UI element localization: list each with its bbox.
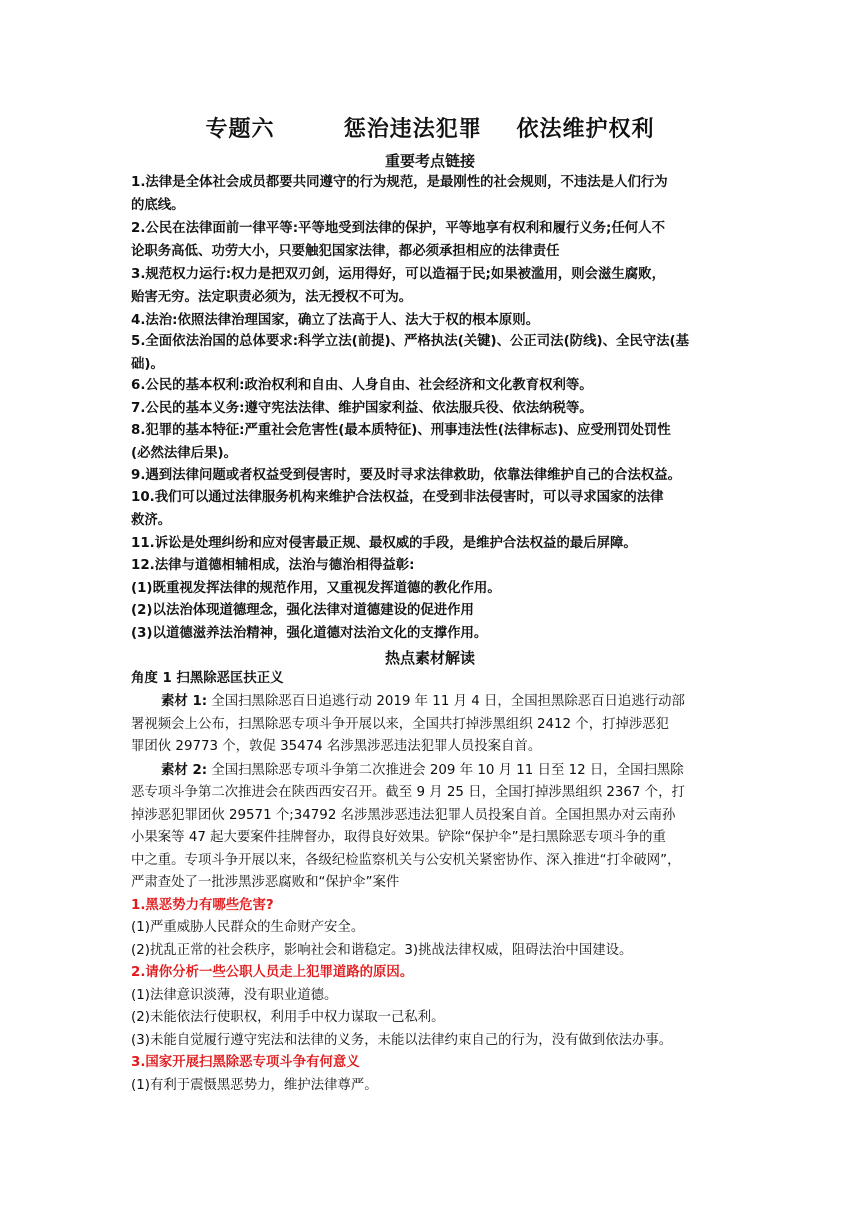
key-point-line: 1.法律是全体社会成员都要共同遵守的行为规范，是最刚性的社会规则，不违法是人们行为	[131, 175, 668, 190]
key-point-line: 3.规范权力运行:权力是把双刃剑，运用得好，可以造福于民;如果被滥用，则会滋生腐败，	[131, 267, 665, 282]
material-2-text: 全国扫黑除恶专项斗争第二次推进会 209 年 10 月 11 日至 12 日，全国扫黑除	[207, 763, 684, 778]
answer-line: (1)法律意识淡薄，没有职业道德。	[131, 988, 338, 1003]
key-point-line: 9.遇到法律问题或者权益受到侵害时，要及时寻求法律救助，依靠法律维护自己的合法权益。	[131, 468, 682, 483]
material-2-line: 恶专项斗争第二次推进会在陕西西安召开。截至 9 月 25 日，全国打掉涉黑组织 2367 个，打	[131, 785, 685, 800]
key-point-line: 贻害无穷。法定职责必须为，法无授权不可为。	[131, 290, 413, 305]
material-1-line: 罪团伙 29773 个，敦促 35474 名涉黑涉恶违法犯罪人员投案自首。	[131, 739, 542, 754]
material-1-line	[161, 691, 767, 713]
angle-heading: 角度 1 扫黑除恶匡扶正义	[131, 671, 284, 686]
key-point-line: 论职务高低、功劳大小，只要触犯国家法律，都必须承担相应的法律责任	[131, 244, 560, 259]
section-heading-hot-materials: 热点素材解读	[384, 649, 475, 667]
key-point-line: 11.诉讼是处理纠纷和应对侵害最正规、最权威的手段，是维护合法权益的最后屏障。	[131, 536, 637, 551]
material-2-line: 中之重。专项斗争开展以来，各级纪检监察机关与公安机关紧密协作、深入推进“打伞破网”，	[131, 853, 681, 868]
question-1: 1.黑恶势力有哪些危害?	[131, 898, 274, 913]
material-2-line: 掉涉恶犯罪团伙 29571 个;34792 名涉黑涉恶违法犯罪人员投案自首。全国担黑办对云南孙	[131, 808, 676, 823]
page-title: 专题六 惩治违法犯罪 依法维护权利	[205, 117, 655, 142]
key-point-line: (3)以道德滋养法治精神，强化道德对法治文化的支撑作用。	[131, 626, 488, 641]
answer-line: (1)有利于震慑黑恶势力，维护法律尊严。	[131, 1078, 378, 1093]
material-1-text: 全国扫黑除恶百日追逃行动 2019 年 11 月 4 日，全国担黑除恶百日追逃行动部	[207, 694, 685, 709]
key-point-line: 的底线。	[131, 198, 185, 213]
question-3: 3.国家开展扫黑除恶专项斗争有何意义	[131, 1055, 360, 1070]
material-2-line: 严肃查处了一批涉黑涉恶腐败和“保护伞”案件	[131, 875, 400, 890]
material-1-line: 署视频会上公布，扫黑除恶专项斗争开展以来，全国共打掉涉黑组织 2412 个，打掉涉恶犯	[131, 717, 670, 732]
key-point-line: 8.犯罪的基本特征:严重社会危害性(最本质特征)、刑事违法性(法律标志)、应受刑罚处罚性	[131, 423, 671, 438]
material-2-label: 素材 2:	[161, 763, 208, 778]
key-point-line: 5.全面依法治国的总体要求:科学立法(前提)、严格执法(关键)、公正司法(防线)、全民守法(基	[131, 334, 690, 349]
key-point-line: (必然法律后果)。	[131, 446, 237, 461]
answer-line: (2)扰乱正常的社会秩序，影响社会和谐稳定。3)挑战法律权威，阻碍法治中国建设。	[131, 943, 633, 958]
material-2-line: 小果案等 47 起大要案件挂牌督办，取得良好效果。铲除“保护伞”是扫黑除恶专项斗争的重	[131, 830, 666, 845]
key-point-line: 10.我们可以通过法律服务机构来维护合法权益，在受到非法侵害时，可以寻求国家的法律	[131, 490, 664, 505]
key-point-line: (1)既重视发挥法律的规范作用，又重视发挥道德的教化作用。	[131, 581, 501, 596]
key-point-line: 救济。	[131, 513, 172, 528]
key-point-line: 7.公民的基本义务:遵守宪法法律、维护国家利益、依法服兵役、依法纳税等。	[131, 401, 593, 416]
answer-line: (2)未能依法行使职权，利用手中权力谋取一己私利。	[131, 1010, 445, 1025]
key-point-line: 6.公民的基本权利:政治权利和自由、人身自由、社会经济和文化教育权利等。	[131, 378, 593, 393]
material-1-label: 素材 1:	[161, 694, 208, 709]
section-heading-key-points: 重要考点链接	[384, 152, 475, 170]
key-point-line: 2.公民在法律面前一律平等:平等地受到法律的保护，平等地享有权利和履行义务;任何人不	[131, 221, 665, 236]
key-point-line: 12.法律与道德相辅相成，法治与德治相得益彰:	[131, 558, 415, 573]
key-point-line: (2)以法治体现道德理念，强化法律对道德建设的促进作用	[131, 603, 474, 618]
key-point-line: 4.法治:依照法律治理国家，确立了法高于人、法大于权的根本原则。	[131, 313, 540, 328]
key-point-line: 础)。	[131, 357, 164, 372]
answer-line: (3)未能自觉履行遵守宪法和法律的义务，未能以法律约束自己的行为，没有做到依法办事。	[131, 1033, 673, 1048]
material-2-line	[161, 760, 767, 782]
answer-line: (1)严重威胁人民群众的生命财产安全。	[131, 920, 365, 935]
question-2: 2.请你分析一些公职人员走上犯罪道路的原因。	[131, 965, 414, 980]
